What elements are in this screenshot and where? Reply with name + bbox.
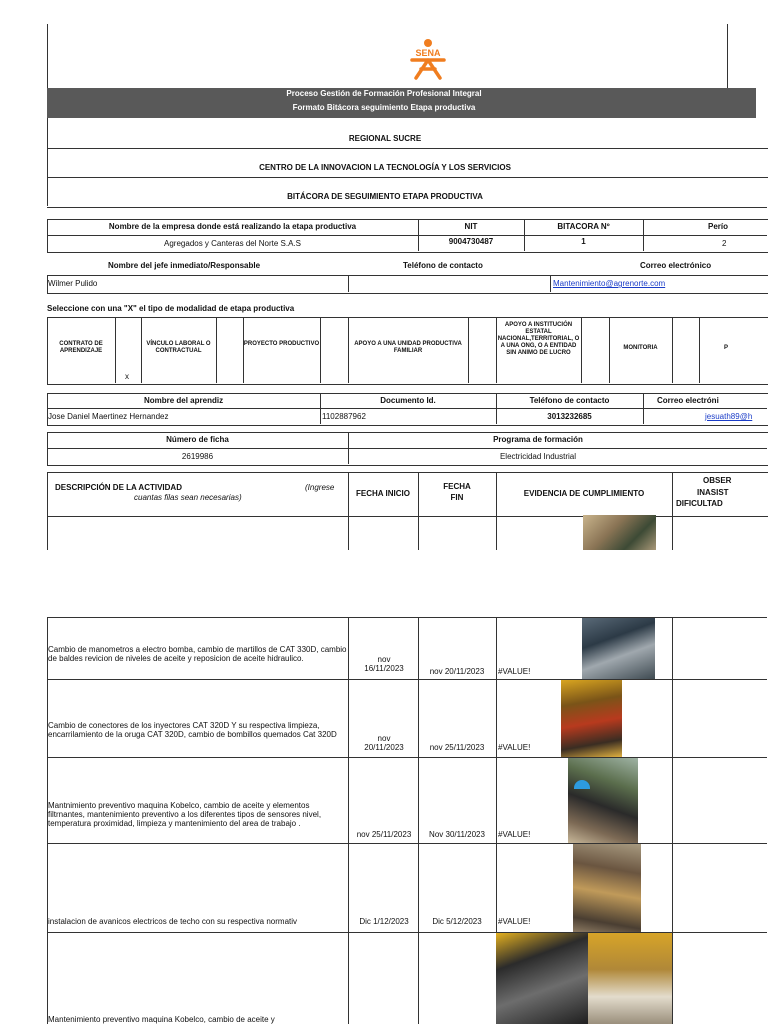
period-value: 2 <box>722 239 727 248</box>
nit-value: 9004730487 <box>448 237 494 246</box>
activity-2-start: nov 20/11/2023 <box>364 734 404 752</box>
evidence-photo-5b <box>588 933 672 1024</box>
company-name-value: Agregados y Canteras del Norte S.A.S <box>164 239 301 248</box>
activity-1-start: nov 16/11/2023 <box>364 655 404 673</box>
apprentice-email-label: Correo electróni <box>657 396 719 405</box>
end-date-header-2: FIN <box>450 493 464 502</box>
activity-4-start: Dic 1/12/2023 <box>359 917 409 926</box>
apprentice-doc-label: Documento Id. <box>380 396 436 405</box>
apprentice-doc-value: 1102887962 <box>322 412 366 421</box>
modality-institucion: APOYO A INSTITUCIÓN ESTATAL NACIONAL,TERRITORIAL, O A UNA ONG, O A ENTIDAD SIN ANIMO DE LUCRO <box>497 322 580 356</box>
activity-1-end: nov 20/11/2023 <box>429 667 485 676</box>
activity-3-desc: Mantnimiento preventivo maquina Kobelco, cambio de aceite y elementos filtrnantes, mantenimiento preventivo a los diferentes tipos de sensores nivel, temperatura proximidad, limpieza y mantenimiento del area de trabajo . <box>48 801 322 828</box>
modality-title: Seleccione con una "X" el tipo de modalidad de etapa productiva <box>47 304 295 313</box>
boss-phone-label: Teléfono de contacto <box>403 261 483 270</box>
band-line-2: Formato Bitácora seguimiento Etapa productiva <box>292 103 476 112</box>
evidence-header: EVIDENCIA DE CUMPLIMIENTO <box>523 489 645 498</box>
apprentice-phone-value: 3013232685 <box>547 412 592 421</box>
apprentice-email-link[interactable]: jesuath89@h <box>705 412 753 421</box>
evidence-photo-3 <box>568 758 638 843</box>
start-date-header: FECHA INICIO <box>356 489 410 498</box>
desc-hint-1: (Ingrese <box>305 483 335 492</box>
evidence-photo-4 <box>573 844 641 932</box>
nit-label: NIT <box>464 222 478 231</box>
boss-name-label: Nombre del jefe inmediato/Responsable <box>108 261 261 270</box>
evidence-photo-5a <box>496 933 588 1024</box>
modality-vinculo: VÍNCULO LABORAL O CONTRACTUAL <box>146 341 211 354</box>
boss-email-link[interactable]: Mantenimiento@agrenorte.com <box>553 279 666 288</box>
modality-monitoria: MONITORIA <box>623 345 658 351</box>
activity-2-desc: Cambio de conectores de los inyectores CAT 320D Y su respectiva limpieza, encarrilamiento de la oruga CAT 320D, cambio de bombillos quemados Cat 320D <box>48 721 337 739</box>
bitacora-number-label: BITACORA Nº <box>557 222 610 231</box>
period-label: Perío <box>708 222 729 231</box>
ficha-label: Número de ficha <box>166 435 229 444</box>
apprentice-name-label: Nombre del aprendiz <box>143 396 224 405</box>
modality-contrato: CONTRATO DE APRENDIZAJE <box>59 341 103 354</box>
activity-4-desc: instalacion de avanicos electricos de techo con su respectiva normativ <box>48 917 298 926</box>
obs-header-3: DIFICULTAD <box>676 499 723 508</box>
program-label: Programa de formación <box>493 435 583 444</box>
activity-2-evidence: #VALUE! <box>498 743 531 752</box>
company-name-label: Nombre de la empresa donde está realizando la etapa productiva <box>108 222 357 231</box>
modality-proyecto: PROYECTO PRODUCTIVO <box>243 341 320 347</box>
modality-unidad-familiar: APOYO A UNA UNIDAD PRODUCTIVA FAMILIAR <box>354 341 462 354</box>
modality-contrato-mark[interactable]: x <box>125 372 129 381</box>
activity-3-start: nov 25/11/2023 <box>356 830 412 839</box>
regional-label: REGIONAL SUCRE <box>348 134 422 143</box>
evidence-photo-0 <box>583 515 656 550</box>
activity-1-desc: Cambio de manometros a electro bomba, cambio de martillos de CAT 330D, cambio de baldes revicion de niveles de aceite y reposicion de aceite hidraulico. <box>48 645 347 663</box>
end-date-header-1: FECHA <box>443 482 471 491</box>
sena-logo <box>404 38 452 82</box>
activity-4-end: Dic 5/12/2023 <box>432 917 482 926</box>
activity-2-end: nov 25/11/2023 <box>429 743 485 752</box>
activity-4-evidence: #VALUE! <box>498 917 531 926</box>
apprentice-name-value: Jose Daniel Maertinez Hernandez <box>48 412 169 421</box>
activity-1-evidence: #VALUE! <box>498 667 531 676</box>
title-band <box>47 88 756 118</box>
boss-name-value: Wilmer Pulido <box>48 279 98 288</box>
activity-3-evidence: #VALUE! <box>498 830 531 839</box>
obs-header-2: INASIST <box>697 488 729 497</box>
centro-label: CENTRO DE LA INNOVACION LA TECNOLOGÍA Y LOS SERVICIOS <box>259 163 511 172</box>
band-line-1: Proceso Gestión de Formación Profesional Integral <box>286 89 482 98</box>
evidence-photo-1 <box>582 618 655 679</box>
bitacora-number-value: 1 <box>581 237 586 246</box>
obs-header-1: OBSER <box>703 476 732 485</box>
desc-hint-2: cuantas filas sean necesarias) <box>134 493 242 502</box>
bitacora-title: BITÁCORA DE SEGUIMIENTO ETAPA PRODUCTIVA <box>287 192 483 201</box>
svg-text:SENA: SENA <box>415 48 441 58</box>
apprentice-phone-label: Teléfono de contacto <box>529 396 610 405</box>
evidence-photo-2 <box>561 680 622 757</box>
program-value: Electricidad Industrial <box>499 452 577 461</box>
activity-3-end: Nov 30/11/2023 <box>429 830 485 839</box>
desc-header: DESCRIPCIÓN DE LA ACTIVIDAD <box>55 483 182 492</box>
boss-email-label: Correo electrónico <box>640 261 712 270</box>
modality-more: P <box>724 345 729 351</box>
activity-5-desc: Mantenimiento preventivo maquina Kobelco, cambio de aceite y <box>48 1015 275 1024</box>
ficha-value: 2619986 <box>181 452 214 461</box>
